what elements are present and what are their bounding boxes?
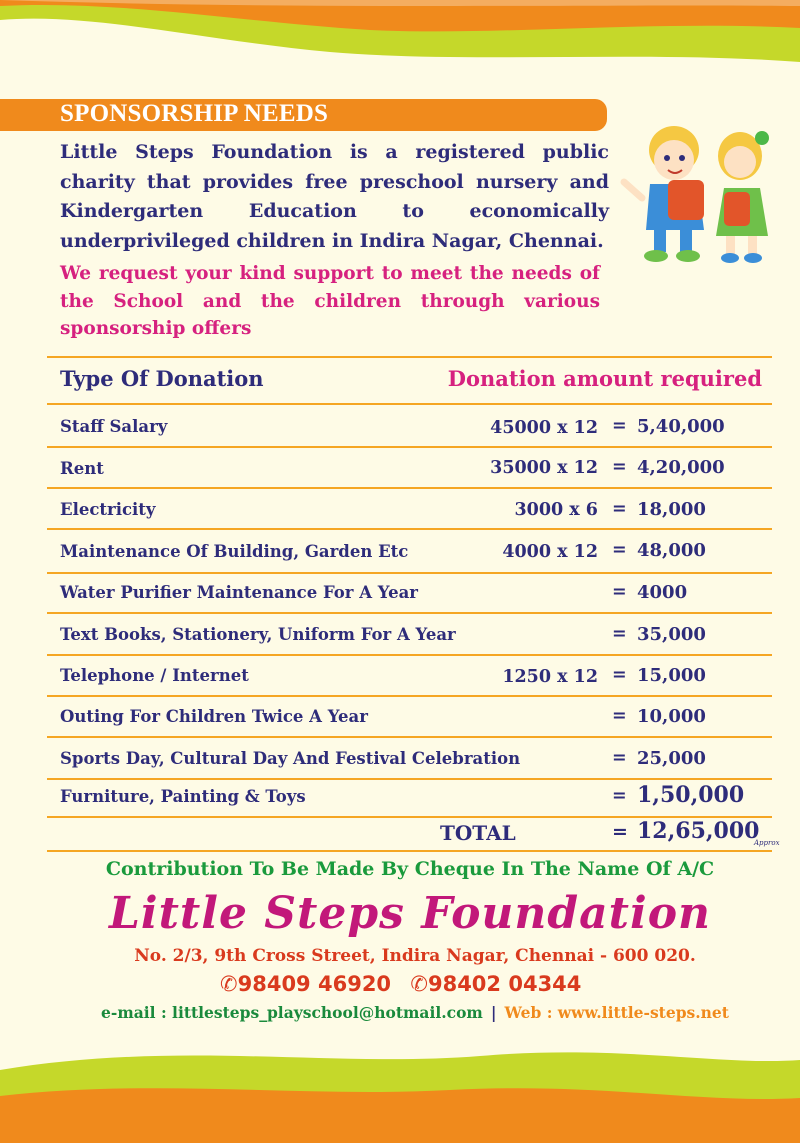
kids-with-backpacks-illustration xyxy=(612,118,782,268)
row-calc: 45000 x 12 xyxy=(490,418,598,438)
row-label-rent: Rent xyxy=(60,459,104,478)
table-divider xyxy=(47,528,772,530)
row-equals: = xyxy=(612,540,627,560)
row-equals: = xyxy=(612,665,627,685)
table-divider xyxy=(47,356,772,358)
table-divider xyxy=(47,403,772,405)
row-label-water-purifier: Water Purifier Maintenance For A Year xyxy=(60,583,418,602)
table-divider xyxy=(47,612,772,614)
page-title: SPONSORSHIP NEEDS xyxy=(60,100,329,127)
row-amount: 5,40,000 xyxy=(637,416,725,437)
table-divider xyxy=(47,695,772,697)
row-label-text-books: Text Books, Stationery, Uniform For A Year xyxy=(60,625,456,644)
row-calc: 3000 x 6 xyxy=(514,500,598,520)
table-divider xyxy=(47,487,772,489)
row-label-telephone: Telephone / Internet xyxy=(60,666,249,685)
email-link[interactable]: e-mail : littlesteps_playschool@hotmail.com xyxy=(101,1003,483,1022)
column-header-amount: Donation amount required xyxy=(447,366,762,391)
contact-separator: | xyxy=(490,1003,497,1022)
phone-number-1[interactable]: 98409 46920 xyxy=(237,972,392,996)
row-equals: = xyxy=(612,748,627,768)
row-amount: 15,000 xyxy=(637,665,706,686)
row-calc: 1250 x 12 xyxy=(502,667,598,687)
row-equals: = xyxy=(612,786,627,806)
phone-icon: ✆ xyxy=(220,972,238,996)
row-equals: = xyxy=(612,624,627,644)
table-divider xyxy=(47,778,772,780)
row-label-sports-day: Sports Day, Cultural Day And Festival Celebration xyxy=(60,749,521,768)
row-amount: 10,000 xyxy=(637,706,706,727)
row-label-furniture: Furniture, Painting & Toys xyxy=(60,787,306,806)
row-amount: 1,50,000 xyxy=(637,782,745,808)
approx-note: Approx xyxy=(754,839,780,847)
row-equals: = xyxy=(612,582,627,602)
row-amount: 4000 xyxy=(637,582,688,603)
total-equals: = xyxy=(612,821,628,843)
table-divider xyxy=(47,850,772,852)
row-label-staff-salary: Staff Salary xyxy=(60,417,168,436)
web-link[interactable]: Web : www.little-steps.net xyxy=(504,1003,729,1022)
row-amount: 35,000 xyxy=(637,624,706,645)
total-label: TOTAL xyxy=(440,821,516,845)
row-equals: = xyxy=(612,416,627,436)
table-divider xyxy=(47,446,772,448)
table-divider xyxy=(47,572,772,574)
row-equals: = xyxy=(612,499,627,519)
phone-icon: ✆ xyxy=(410,972,428,996)
row-amount: 18,000 xyxy=(637,499,706,520)
phone-number-2[interactable]: 98402 04344 xyxy=(427,972,582,996)
row-label-electricity: Electricity xyxy=(60,500,156,519)
row-equals: = xyxy=(612,706,627,726)
contribution-note: Contribution To Be Made By Cheque In The Name Of A/C xyxy=(105,858,715,880)
address: No. 2/3, 9th Cross Street, Indira Nagar, Chennai - 600 020. xyxy=(134,946,696,966)
table-divider xyxy=(47,736,772,738)
column-header-type: Type Of Donation xyxy=(60,366,264,391)
row-amount: 4,20,000 xyxy=(637,457,725,478)
row-label-maintenance: Maintenance Of Building, Garden Etc xyxy=(60,542,409,561)
row-label-outing: Outing For Children Twice A Year xyxy=(60,707,368,726)
row-calc: 4000 x 12 xyxy=(502,542,598,562)
request-paragraph: We request your kind support to meet the needs of the School and the children through various sponsorship offers xyxy=(60,263,600,339)
contact-line xyxy=(0,1003,800,1022)
phone-numbers xyxy=(220,972,593,996)
row-amount: 25,000 xyxy=(637,748,706,769)
intro-paragraph: Little Steps Foundation is a registered public charity that provides free preschool nursery and Kindergarten Education to economically underprivileged children in Indira Nagar, Chennai. xyxy=(60,141,609,252)
row-equals: = xyxy=(612,457,627,477)
total-amount: 12,65,000 xyxy=(637,818,760,844)
foundation-name: Little Steps Foundation xyxy=(108,888,712,939)
row-amount: 48,000 xyxy=(637,540,706,561)
row-calc: 35000 x 12 xyxy=(490,458,598,478)
table-divider xyxy=(47,654,772,656)
